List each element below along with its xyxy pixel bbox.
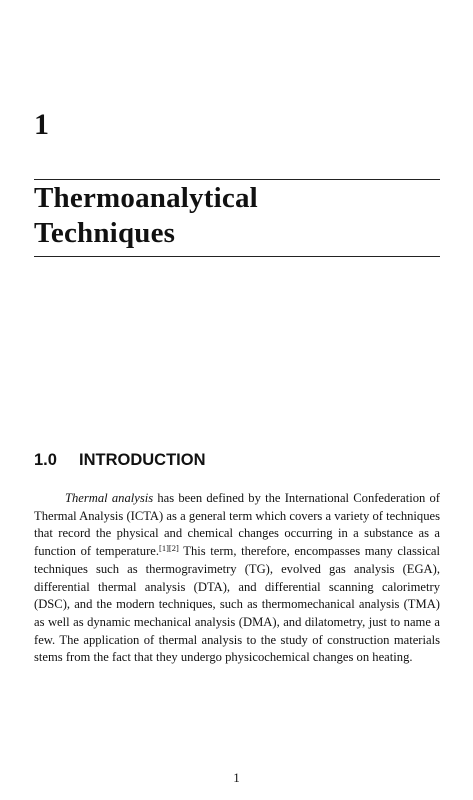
- section-number: 1.0: [34, 451, 57, 469]
- defined-term: Thermal analysis: [65, 491, 154, 505]
- intro-paragraph: [34, 490, 440, 667]
- section-heading: [34, 450, 206, 470]
- chapter-title-line-2: Techniques: [34, 217, 176, 249]
- paragraph-text-part-1: has been defined by the International Confederation of Thermal Analysis (ICTA) as a general term which covers a variety of techniques that record the physical and chemical changes occurring in a substance as a function of temperature.: [34, 491, 440, 559]
- chapter-title-line-1: Thermoanalytical: [34, 182, 258, 214]
- section-title: INTRODUCTION: [79, 451, 206, 469]
- page-number: 1: [233, 770, 240, 785]
- title-rule-top: [34, 179, 440, 180]
- paragraph-text-part-2: This term, therefore, encompasses many classical techniques such as thermogravimetry (TG), evolved gas analysis (EGA), differential thermal analysis (DTA), and differential scanning calorimetry (DSC), and the modern techniques, such as thermomechanical analysis (TMA) as well as dynamic mechanical analysis (DMA), and dilatometry, just to name a few. The application of thermal analysis to the study of construction materials stems from the fact that they undergo physicochemical changes on heating.: [34, 544, 440, 665]
- chapter-number: 1: [34, 108, 49, 141]
- title-rule-bottom: [34, 256, 440, 257]
- chapter-title: [34, 181, 440, 251]
- citation-reference: [1][2]: [159, 543, 179, 554]
